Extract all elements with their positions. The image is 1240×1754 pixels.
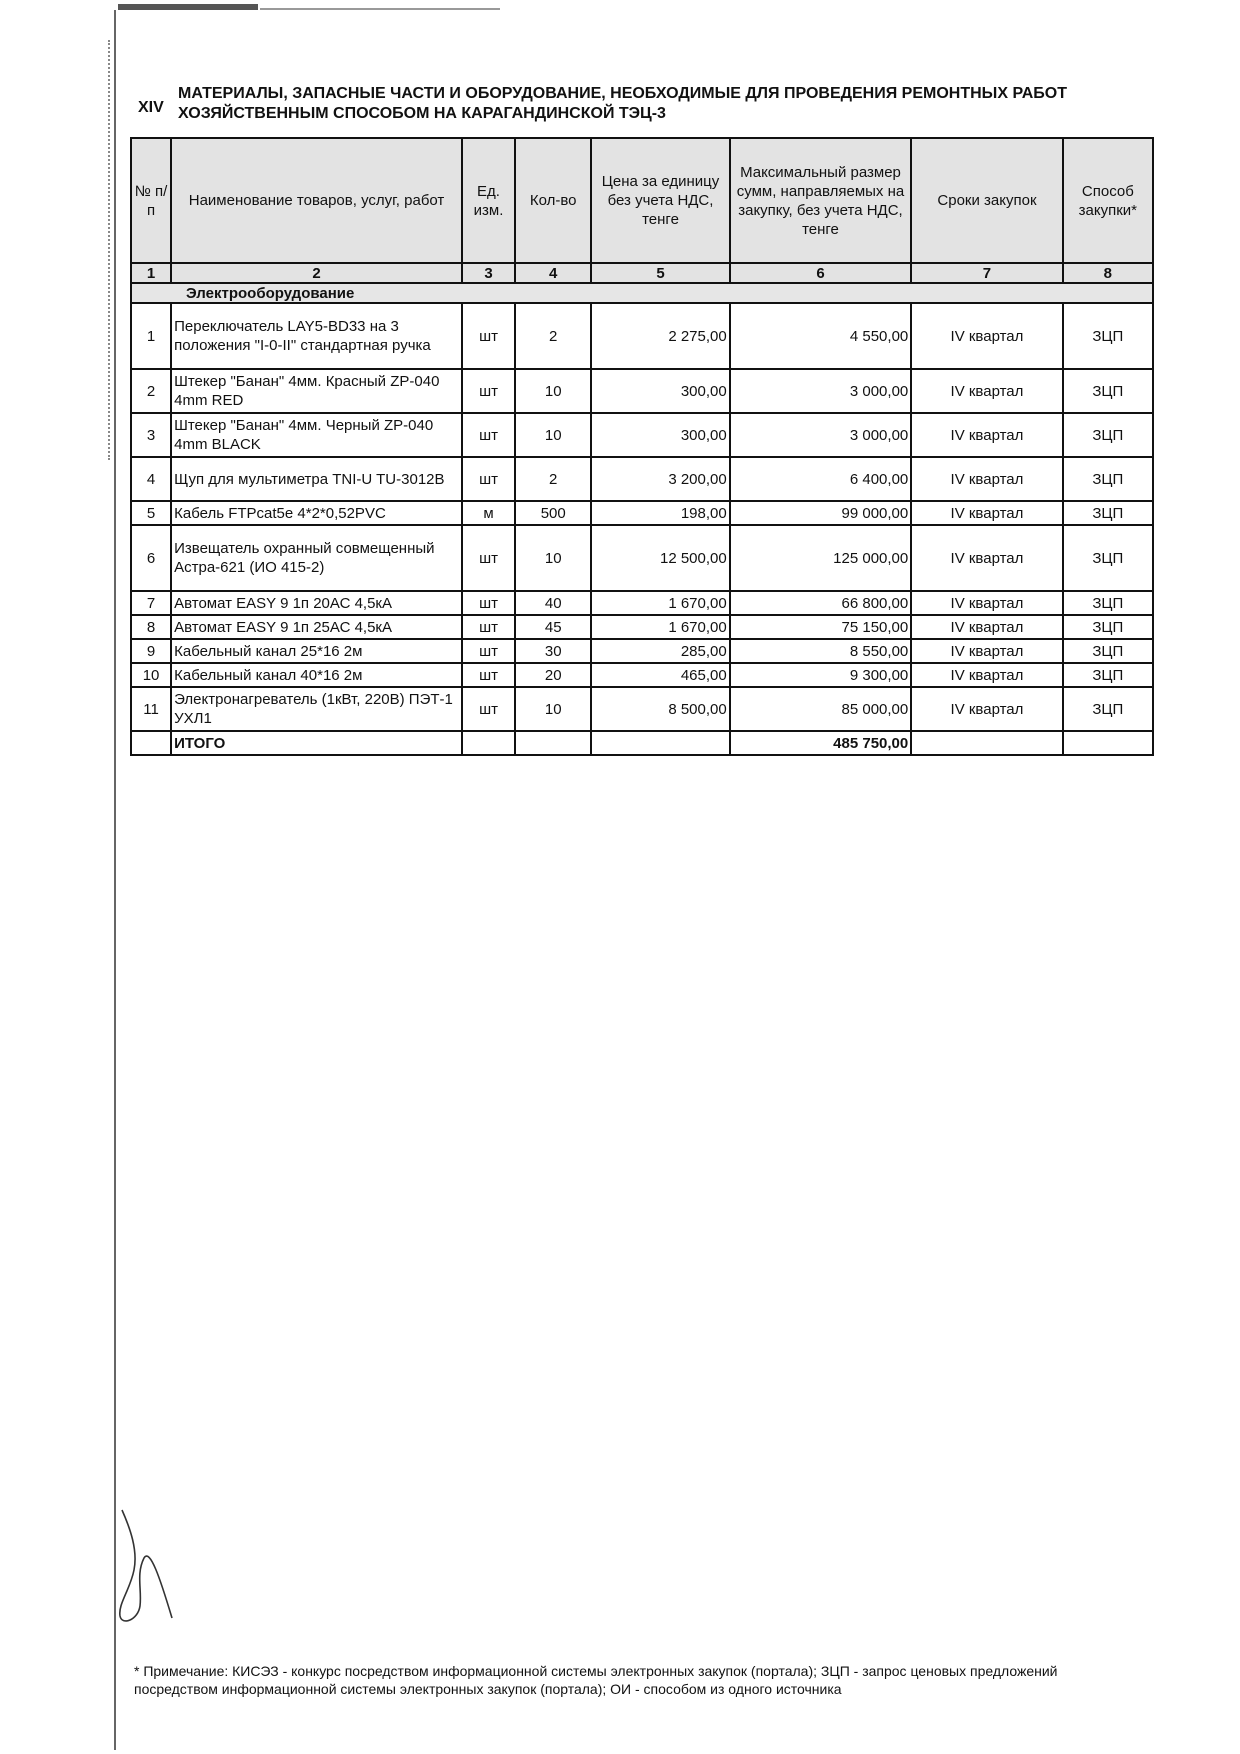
- unit-cell: шт: [462, 615, 515, 639]
- row-number: 1: [131, 303, 171, 369]
- sum-cell: 6 400,00: [730, 457, 912, 501]
- term-cell: IV квартал: [911, 525, 1062, 591]
- table-row: [131, 639, 1153, 663]
- row-number: 10: [131, 663, 171, 687]
- method-cell: ЗЦП: [1063, 591, 1153, 615]
- method-cell: ЗЦП: [1063, 663, 1153, 687]
- item-name: Кабельный канал 40*16 2м: [171, 663, 462, 687]
- term-cell: IV квартал: [911, 457, 1062, 501]
- column-number: 7: [911, 263, 1062, 283]
- total-label: ИТОГО: [171, 731, 462, 755]
- item-name: Штекер "Банан" 4мм. Красный ZP-040 4mm RED: [171, 369, 462, 413]
- footnote: * Примечание: КИСЭЗ - конкурс посредством информационной системы электронных закупок (портала); ЗЦП - запрос ценовых предложений посредством информационной системы электронных закупок (портала); ОИ - способом из одного источника: [134, 1663, 1058, 1697]
- total-empty-cell: [591, 731, 729, 755]
- header-cell-number: № п/п: [131, 138, 171, 263]
- header-cell-terms: Сроки закупок: [911, 138, 1062, 263]
- sum-cell: 85 000,00: [730, 687, 912, 731]
- total-empty-cell: [911, 731, 1062, 755]
- row-number: 9: [131, 639, 171, 663]
- quantity-cell: 2: [515, 457, 591, 501]
- scan-edge: [118, 4, 258, 10]
- term-cell: IV квартал: [911, 591, 1062, 615]
- section-title: МАТЕРИАЛЫ, ЗАПАСНЫЕ ЧАСТИ И ОБОРУДОВАНИЕ, НЕОБХОДИМЫЕ ДЛЯ ПРОВЕДЕНИЯ РЕМОНТНЫХ РАБОТ ХОЗЯЙСТВЕННЫМ СПОСОБОМ НА КАРАГАНДИНСКОЙ ТЭЦ-3: [178, 85, 1067, 122]
- row-number: 4: [131, 457, 171, 501]
- header-cell-price: Цена за единицу без учета НДС, тенге: [591, 138, 729, 263]
- column-number: 4: [515, 263, 591, 283]
- price-cell: 1 670,00: [591, 615, 729, 639]
- price-cell: 285,00: [591, 639, 729, 663]
- sum-cell: 9 300,00: [730, 663, 912, 687]
- price-cell: 300,00: [591, 413, 729, 457]
- quantity-cell: 10: [515, 413, 591, 457]
- sum-cell: 8 550,00: [730, 639, 912, 663]
- table-row: [131, 369, 1153, 413]
- quantity-cell: 20: [515, 663, 591, 687]
- table-row: [131, 663, 1153, 687]
- method-cell: ЗЦП: [1063, 501, 1153, 525]
- method-cell: ЗЦП: [1063, 615, 1153, 639]
- item-name: Автомат EASY 9 1п 20АС 4,5кА: [171, 591, 462, 615]
- group-row: [131, 283, 1153, 303]
- total-row: [131, 731, 1153, 755]
- column-number: 5: [591, 263, 729, 283]
- method-cell: ЗЦП: [1063, 525, 1153, 591]
- price-cell: 2 275,00: [591, 303, 729, 369]
- table-row: [131, 525, 1153, 591]
- quantity-cell: 10: [515, 525, 591, 591]
- price-cell: 198,00: [591, 501, 729, 525]
- header-cell-method: Способ закупки*: [1063, 138, 1153, 263]
- procurement-table: [130, 137, 1154, 756]
- table-row: [131, 303, 1153, 369]
- scan-artifact: [108, 40, 112, 460]
- column-number: 3: [462, 263, 515, 283]
- method-cell: ЗЦП: [1063, 413, 1153, 457]
- unit-cell: шт: [462, 687, 515, 731]
- term-cell: IV квартал: [911, 413, 1062, 457]
- method-cell: ЗЦП: [1063, 457, 1153, 501]
- table-row: [131, 413, 1153, 457]
- method-cell: ЗЦП: [1063, 687, 1153, 731]
- term-cell: IV квартал: [911, 303, 1062, 369]
- term-cell: IV квартал: [911, 369, 1062, 413]
- sum-cell: 4 550,00: [730, 303, 912, 369]
- price-cell: 465,00: [591, 663, 729, 687]
- method-cell: ЗЦП: [1063, 639, 1153, 663]
- item-name: Извещатель охранный совмещенный Астра-621 (ИО 415-2): [171, 525, 462, 591]
- sum-cell: 3 000,00: [730, 413, 912, 457]
- row-number: 5: [131, 501, 171, 525]
- term-cell: IV квартал: [911, 501, 1062, 525]
- item-name: Кабель FTPcat5e 4*2*0,52PVC: [171, 501, 462, 525]
- term-cell: IV квартал: [911, 687, 1062, 731]
- unit-cell: шт: [462, 663, 515, 687]
- header-row: [131, 138, 1153, 263]
- total-empty-cell: [131, 731, 171, 755]
- item-name: Штекер "Банан" 4мм. Черный ZP-040 4mm BLACK: [171, 413, 462, 457]
- row-number: 2: [131, 369, 171, 413]
- scan-edge: [114, 10, 116, 1750]
- header-cell-unit: Ед. изм.: [462, 138, 515, 263]
- item-name: Щуп для мультиметра TNI-U TU-3012B: [171, 457, 462, 501]
- scan-edge: [260, 8, 500, 10]
- method-cell: ЗЦП: [1063, 303, 1153, 369]
- total-empty-cell: [462, 731, 515, 755]
- row-number: 7: [131, 591, 171, 615]
- item-name: Автомат EASY 9 1п 25АС 4,5кА: [171, 615, 462, 639]
- unit-cell: м: [462, 501, 515, 525]
- quantity-cell: 500: [515, 501, 591, 525]
- table-row: [131, 591, 1153, 615]
- table-row: [131, 615, 1153, 639]
- row-number: 6: [131, 525, 171, 591]
- header-cell-quantity: Кол-во: [515, 138, 591, 263]
- unit-cell: шт: [462, 457, 515, 501]
- section-number: XIV: [138, 99, 164, 116]
- column-number: 8: [1063, 263, 1153, 283]
- table-row: [131, 501, 1153, 525]
- total-empty-cell: [1063, 731, 1153, 755]
- unit-cell: шт: [462, 369, 515, 413]
- method-cell: ЗЦП: [1063, 369, 1153, 413]
- table-row: [131, 457, 1153, 501]
- price-cell: 300,00: [591, 369, 729, 413]
- price-cell: 8 500,00: [591, 687, 729, 731]
- quantity-cell: 30: [515, 639, 591, 663]
- column-number: 1: [131, 263, 171, 283]
- quantity-cell: 10: [515, 687, 591, 731]
- header-cell-max-sum: Максимальный размер сумм, направляемых на закупку, без учета НДС, тенге: [730, 138, 912, 263]
- quantity-cell: 40: [515, 591, 591, 615]
- term-cell: IV квартал: [911, 615, 1062, 639]
- unit-cell: шт: [462, 591, 515, 615]
- column-number-row: [131, 263, 1153, 283]
- price-cell: 1 670,00: [591, 591, 729, 615]
- column-number: 2: [171, 263, 462, 283]
- group-label: Электрооборудование: [131, 283, 1153, 303]
- sum-cell: 125 000,00: [730, 525, 912, 591]
- item-name: Кабельный канал 25*16 2м: [171, 639, 462, 663]
- row-number: 3: [131, 413, 171, 457]
- unit-cell: шт: [462, 303, 515, 369]
- unit-cell: шт: [462, 525, 515, 591]
- total-empty-cell: [515, 731, 591, 755]
- sum-cell: 66 800,00: [730, 591, 912, 615]
- unit-cell: шт: [462, 639, 515, 663]
- total-sum: 485 750,00: [730, 731, 912, 755]
- item-name: Переключатель LAY5-BD33 на 3 положения "I-0-II" стандартная ручка: [171, 303, 462, 369]
- quantity-cell: 45: [515, 615, 591, 639]
- sum-cell: 99 000,00: [730, 501, 912, 525]
- price-cell: 12 500,00: [591, 525, 729, 591]
- quantity-cell: 2: [515, 303, 591, 369]
- table-row: [131, 687, 1153, 731]
- sum-cell: 3 000,00: [730, 369, 912, 413]
- price-cell: 3 200,00: [591, 457, 729, 501]
- header-cell-name: Наименование товаров, услуг, работ: [171, 138, 462, 263]
- handwritten-signature: [116, 1508, 196, 1628]
- unit-cell: шт: [462, 413, 515, 457]
- term-cell: IV квартал: [911, 663, 1062, 687]
- item-name: Электронагреватель (1кВт, 220В) ПЭТ-1 УХЛ1: [171, 687, 462, 731]
- sum-cell: 75 150,00: [730, 615, 912, 639]
- term-cell: IV квартал: [911, 639, 1062, 663]
- column-number: 6: [730, 263, 912, 283]
- row-number: 11: [131, 687, 171, 731]
- row-number: 8: [131, 615, 171, 639]
- quantity-cell: 10: [515, 369, 591, 413]
